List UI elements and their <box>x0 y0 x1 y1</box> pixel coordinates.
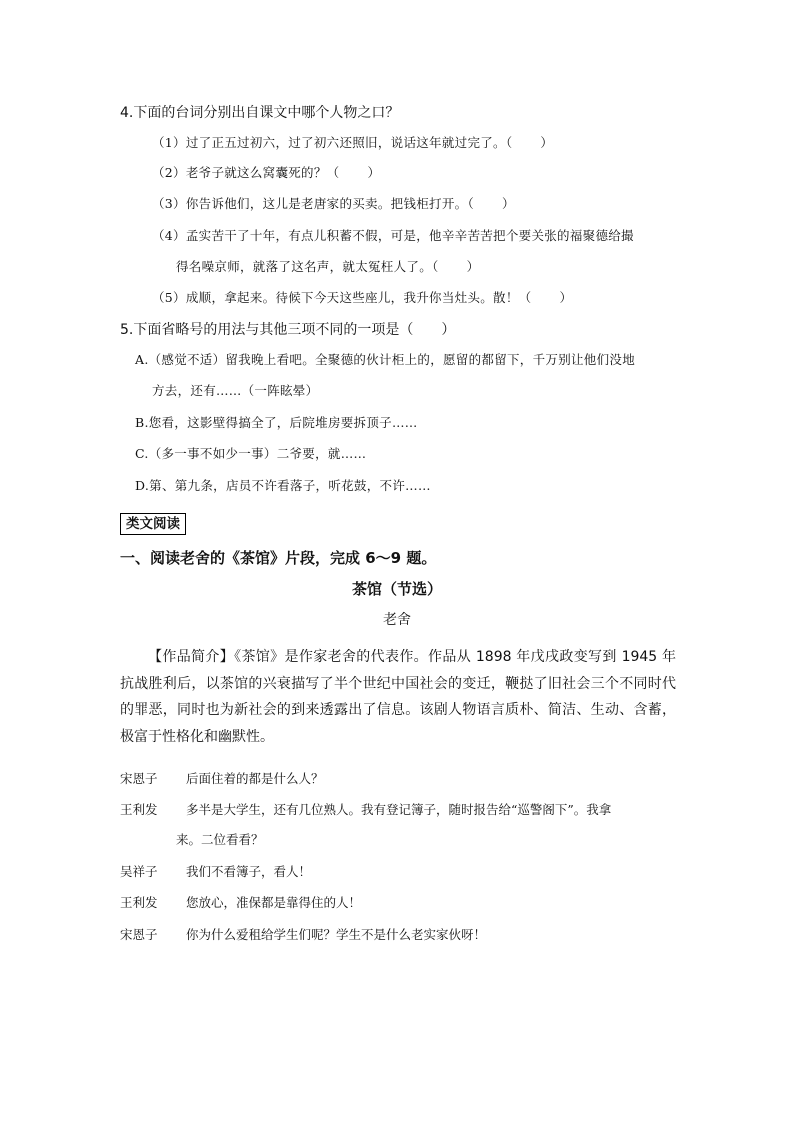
speech-text: 您放心，准保都是靠得住的人！ <box>186 895 362 910</box>
speech-text: 多半是大学生，还有几位熟人。我有登记簿子，随时报告给“巡警阁下”。我拿 <box>186 802 612 817</box>
question-5-option-a-line-2: 方去，还有……（一阵眩晕） <box>152 383 319 398</box>
article-author: 老舍 <box>383 612 411 628</box>
question-4-item-3: （3）你告诉他们，这儿是老唐家的买卖。把钱柜打开。（ ） <box>152 196 515 211</box>
dialog-line-4 <box>120 888 680 918</box>
article-intro: 【作品简介】《茶馆》是作家老舍的代表作。作品从 1898 年戊戌政变写到 1945 年抗战胜利后，以茶馆的兴衰描写了半个世纪中国社会的变迁，鞭挞了旧社会三个不同时代的罪恶，同时也为新社会的到来透露出了信息。该剧人物语言质朴、简洁、生动、含蓄，极富于性格化和幽默性。 <box>120 649 676 745</box>
dialog-line-3 <box>120 857 680 887</box>
speaker-name: 王利发 <box>120 802 158 817</box>
question-4-item-5: （5）成顺，拿起来。待候下今天这些座儿，我升你当灶头。散！（ ） <box>152 290 573 305</box>
speech-text: 我们不看簿子，看人！ <box>186 864 312 879</box>
question-4-item-2: （2）老爷子就这么窝囊死的？（ ） <box>152 165 381 180</box>
speech-text: 后面住着的都是什么人？ <box>186 771 324 786</box>
speaker-name: 吴祥子 <box>120 864 158 879</box>
dialog-line-1 <box>120 764 680 794</box>
reading-heading: 一、阅读老舍的《茶馆》片段，完成 6～9 题。 <box>120 549 437 567</box>
question-5-option-c: C.（多一事不如少一事）二爷要，就…… <box>135 446 367 461</box>
speech-text: 你为什么爱租给学生们呢？学生不是什么老实家伙呀！ <box>186 927 487 942</box>
speech-text-continued: 来。二位看看？ <box>176 832 264 847</box>
question-5-title: 5.下面省略号的用法与其他三项不同的一项是（ ） <box>120 322 456 338</box>
dialog-line-2 <box>120 795 680 855</box>
question-5-option-d: D.第、第九条，店员不许看落子，听花鼓，不许…… <box>135 478 431 493</box>
question-4-item-4-line-1: （4）孟实苦干了十年，有点儿积蓄不假，可是，他辛辛苦苦把个要关张的福聚德给撮 <box>152 228 634 243</box>
question-4-title: 4.下面的台词分别出自课文中哪个人物之口？ <box>120 105 400 121</box>
question-4-item-4-line-2: 得名噪京师，就落了这名声，就太冤枉人了。（ ） <box>176 259 480 274</box>
question-4-item-1: （1）过了正五过初六，过了初六还照旧，说话这年就过完了。（ ） <box>152 135 554 150</box>
section-label-box: 类文阅读 <box>120 513 186 535</box>
speaker-name: 宋恩子 <box>120 927 158 942</box>
dialog-line-5 <box>120 920 680 950</box>
speaker-name: 王利发 <box>120 895 158 910</box>
question-5-option-b: B.您看，这影壁得搞全了，后院堆房要拆顶子…… <box>135 415 418 430</box>
speaker-name: 宋恩子 <box>120 771 158 786</box>
question-5-option-a-line-1: A.（感觉不适）留我晚上看吧。全聚德的伙计柜上的，愿留的都留下，千万别让他们没地 <box>135 352 636 367</box>
article-title: 茶馆（节选） <box>351 580 442 598</box>
